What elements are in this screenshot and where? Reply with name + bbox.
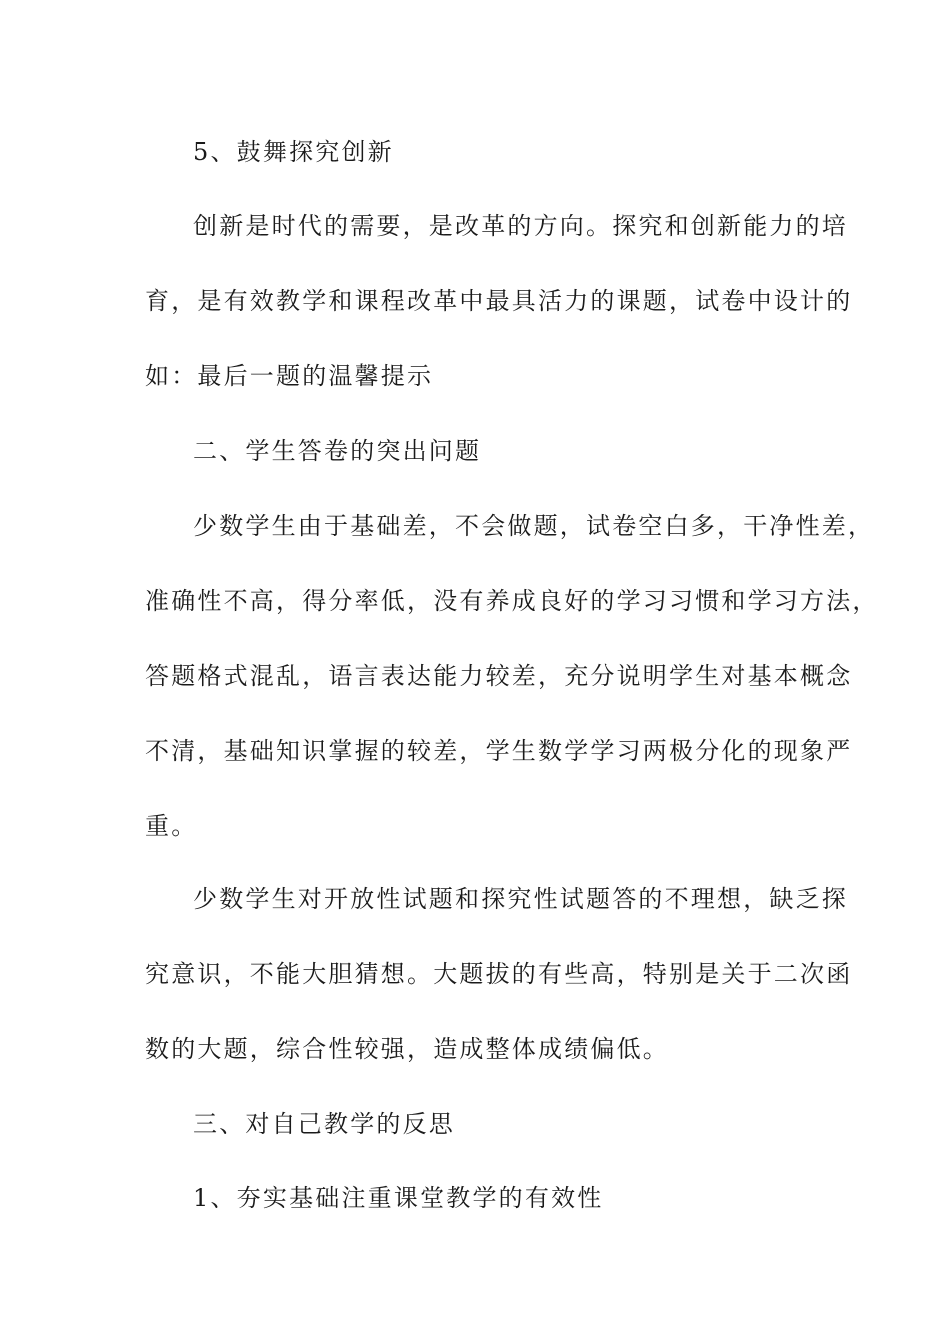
paragraph-problems-line: 不清，基础知识掌握的较差，学生数学学习两极分化的现象严 bbox=[145, 737, 853, 765]
heading-encourage-innovation: 5、鼓舞探究创新 bbox=[193, 138, 394, 166]
heading-consolidate-basics: 1、夯实基础注重课堂教学的有效性 bbox=[193, 1184, 604, 1212]
paragraph-open-questions-line: 究意识，不能大胆猜想。大题拔的有些高，特别是关于二次函 bbox=[145, 960, 853, 988]
paragraph-open-questions-line: 少数学生对开放性试题和探究性试题答的不理想，缺乏探 bbox=[193, 885, 848, 913]
section-heading-student-problems: 二、学生答卷的突出问题 bbox=[193, 437, 482, 465]
paragraph-open-questions-line: 数的大题，综合性较强，造成整体成绩偏低。 bbox=[145, 1035, 669, 1063]
paragraph-problems-line: 答题格式混乱，语言表达能力较差，充分说明学生对基本概念 bbox=[145, 662, 853, 690]
paragraph-innovation-line: 如：最后一题的温馨提示 bbox=[145, 362, 434, 390]
paragraph-problems-line: 准确性不高，得分率低，没有养成良好的学习习惯和学习方法， bbox=[145, 587, 879, 615]
section-heading-teaching-reflection: 三、对自己教学的反思 bbox=[193, 1110, 455, 1138]
paragraph-problems-line: 少数学生由于基础差，不会做题，试卷空白多，干净性差， bbox=[193, 512, 875, 540]
paragraph-problems-line: 重。 bbox=[145, 812, 198, 840]
paragraph-innovation-line: 育，是有效教学和课程改革中最具活力的课题，试卷中设计的 bbox=[145, 287, 853, 315]
paragraph-innovation-line: 创新是时代的需要，是改革的方向。探究和创新能力的培 bbox=[193, 212, 848, 240]
